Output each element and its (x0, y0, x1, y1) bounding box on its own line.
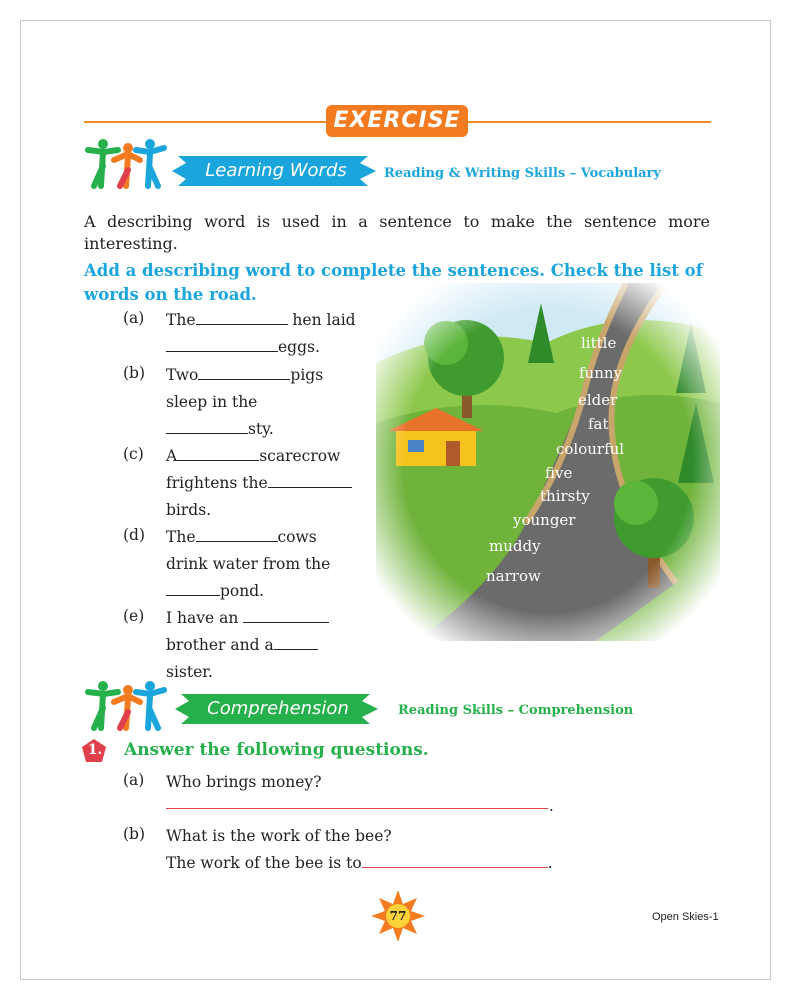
item-label: (c) (123, 445, 144, 463)
road-illustration (376, 283, 720, 641)
road-word: thirsty (540, 487, 590, 505)
answer-prefix: The work of the bee is to . (166, 854, 553, 872)
vocabulary-instruction: Add a describing word to complete the sentences. Check the list of words on the road. (84, 261, 703, 304)
list-item: The hen laid eggs. (166, 311, 356, 356)
item-label: (a) (123, 309, 145, 327)
road-word: elder (578, 391, 618, 409)
road-word: little (581, 334, 617, 352)
question-text: What is the work of the bee? (166, 827, 392, 845)
kids-icon (84, 680, 174, 732)
road-word: fat (588, 415, 609, 433)
answer-blank[interactable] (274, 635, 318, 650)
item-label: (d) (123, 526, 146, 544)
question-title: Answer the following questions. (124, 740, 429, 760)
question-number: 1. (87, 742, 103, 758)
vocabulary-skill-label: Reading & Writing Skills – Vocabulary (384, 166, 661, 181)
answer-blank[interactable] (198, 365, 290, 380)
comprehension-title: Comprehension (207, 698, 349, 719)
comprehension-skill-label: Reading Skills – Comprehension (398, 703, 634, 718)
road-word: muddy (489, 537, 541, 555)
describing-word-description: A describing word is used in a sentence to make the sentence more interesting. (84, 212, 710, 253)
answer-blank[interactable] (166, 337, 278, 352)
page-number: 77 (389, 909, 407, 923)
answer-blank[interactable] (166, 581, 220, 596)
list-item: A scarecrow frightens the birds. (166, 443, 352, 524)
learning-words-title: Learning Words (205, 160, 347, 181)
road-word: five (545, 464, 573, 482)
list-item: Two pigs sleep in the sty. (166, 366, 324, 438)
list-item: I have an brother and a sister. (166, 605, 329, 686)
list-item: The cows drink water from the pond. (166, 528, 331, 600)
question-label: (a) (123, 771, 145, 789)
answer-blank[interactable] (268, 473, 352, 488)
road-word: colourful (556, 440, 625, 458)
exercise-badge: EXERCISE (326, 105, 468, 137)
answer-blank[interactable] (166, 419, 248, 434)
item-label: (e) (123, 607, 145, 625)
question-label: (b) (123, 825, 146, 843)
answer-blank[interactable] (177, 446, 259, 461)
exercise-rule-left (84, 121, 326, 123)
kids-icon (84, 138, 174, 190)
answer-blank[interactable] (362, 853, 548, 868)
road-word: narrow (486, 567, 541, 585)
answer-blank[interactable] (243, 608, 329, 623)
answer-blank[interactable] (196, 310, 288, 325)
answer-period: . (549, 797, 554, 815)
exercise-rule-right (468, 121, 711, 123)
answer-blank[interactable] (196, 527, 278, 542)
item-label: (b) (123, 364, 146, 382)
road-word: younger (513, 511, 576, 529)
book-title-footer: Open Skies-1 (652, 911, 719, 923)
question-text: Who brings money? (166, 773, 322, 791)
answer-line[interactable] (166, 808, 548, 809)
road-word: funny (579, 364, 623, 382)
